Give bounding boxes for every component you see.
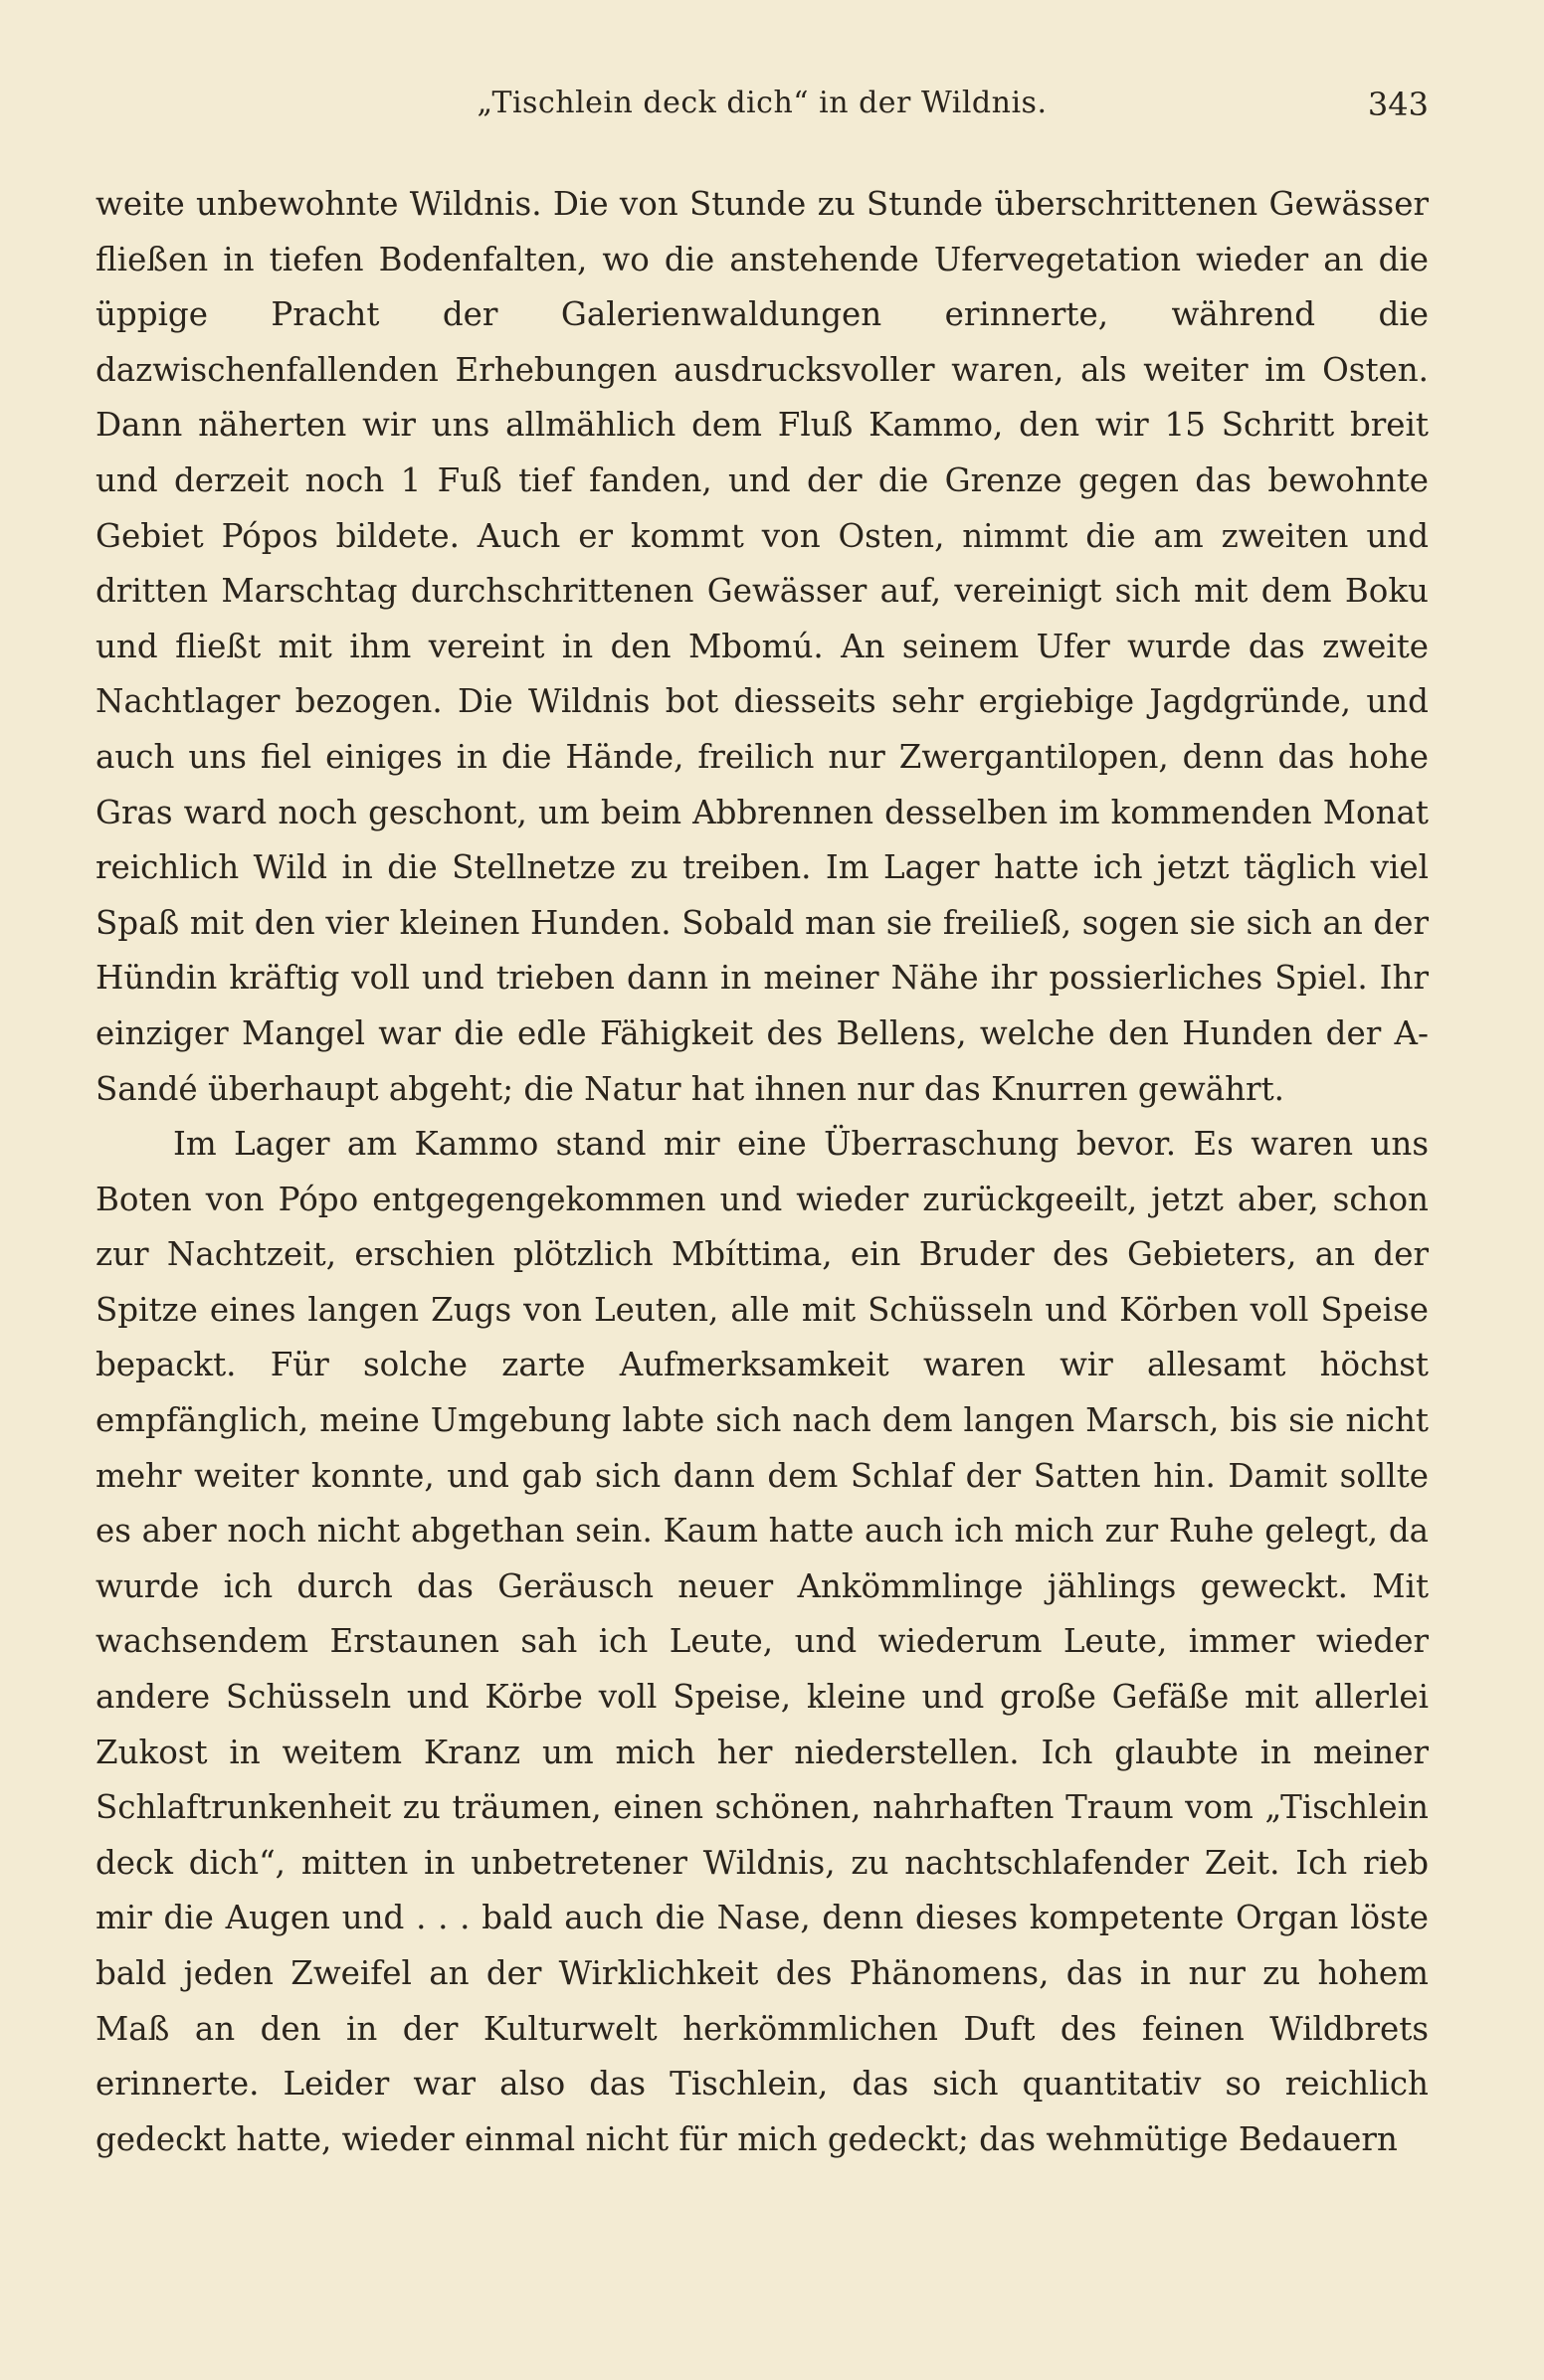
paragraph: Im Lager am Kammo stand mir eine Überraschung bevor. Es waren uns Boten von Pópo entgegengekommen und wieder zurückgeeilt, jetzt aber, schon zur Nachtzeit, erschien plötzlich Mbíttima, ein Bruder des Gebieters, an der Spitze eines langen Zugs von Leuten, alle mit Schüsseln und Körben voll Speise bepackt. Für solche zarte Aufmerksamkeit waren wir allesamt höchst empfänglich, meine Umgebung labte sich nach dem langen Marsch, bis sie nicht mehr weiter konnte, und gab sich dann dem Schlaf der Satten hin. Damit sollte es aber noch nicht abgethan sein. Kaum hatte auch ich mich zur Ruhe gelegt, da wurde ich durch das Geräusch neuer Ankömmlinge jählings geweckt. Mit wachsendem Erstaunen sah ich Leute, und wiederum Leute, immer wieder andere Schüsseln und Körbe voll Speise, kleine und große Gefäße mit allerlei Zukost in weitem Kranz um mich her niederstellen. Ich glaubte in meiner Schlaftrunkenheit zu träumen, einen schönen, nahrhaften Traum vom „Tischlein deck dich“, mitten in unbetretener Wildnis, zu nachtschlafender Zeit. Ich rieb mir die Augen und . . . bald auch die Nase, denn dieses kompetente Organ löste bald jeden Zweifel an der Wirklichkeit des Phänomens, das in nur zu hohem Maß an den in der Kulturwelt herkömmlichen Duft des feinen Wildbrets erinnerte. Leider war also das Tischlein, das sich quantitativ so reichlich gedeckt hatte, wieder einmal nicht für mich gedeckt; das wehmütige Bedauern — [96, 1125, 1429, 2158]
page-number: 343 — [1367, 86, 1429, 123]
running-title: „Tischlein deck dich“ in der Wildnis. — [477, 86, 1048, 120]
paragraph: weite unbewohnte Wildnis. Die von Stunde zu Stunde überschrittenen Gewässer fließen in tiefen Bodenfalten, wo die anstehende Ufervegetation wieder an die üppige Pracht der Galerienwaldungen erinnerte, während die dazwischenfallenden Erhebungen ausdrucksvoller waren, als weiter im Osten. Dann näherten wir uns allmählich dem Fluß Kammo, den wir 15 Schritt breit und derzeit noch 1 Fuß tief fanden, und der die Grenze gegen das bewohnte Gebiet Pópos bildete. Auch er kommt von Osten, nimmt die am zweiten und dritten Marschtag durchschrittenen Gewässer auf, vereinigt sich mit dem Boku und fließt mit ihm vereint in den Mbomú. An seinem Ufer wurde das zweite Nachtlager bezogen. Die Wildnis bot diesseits sehr ergiebige Jagdgründe, und auch uns fiel einiges in die Hände, freilich nur Zwergantilopen, denn das hohe Gras ward noch geschont, um beim Abbrennen desselben im kommenden Monat reichlich Wild in die Stellnetze zu treiben. Im Lager hatte ich jetzt täglich viel Spaß mit den vier kleinen Hunden. Sobald man sie freiließ, sogen sie sich an der Hündin kräftig voll und trieben dann in meiner Nähe ihr possierliches Spiel. Ihr einziger Mangel war die edle Fähigkeit des Bellens, welche den Hunden der A-Sandé überhaupt abgeht; die Natur hat ihnen nur das Knurren gewährt. — [96, 185, 1429, 1108]
running-head — [96, 86, 1429, 135]
body-text — [96, 177, 1429, 2167]
